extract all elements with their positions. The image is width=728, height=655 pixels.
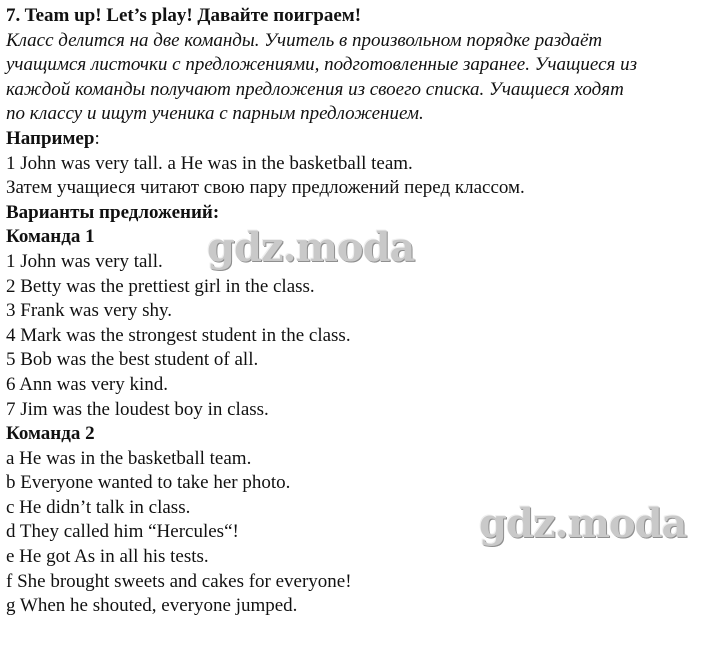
team2-item: c He didn’t talk in class. — [6, 496, 191, 518]
team1-list — [6, 250, 722, 422]
instruction-line: по классу и ищут ученика с парным предложением. — [6, 103, 424, 125]
team2-item: d They called him “Hercules“! — [6, 521, 239, 543]
after-example-text: Затем учащиеся читают свою пару предложений перед классом. — [6, 177, 525, 199]
instructions — [6, 29, 722, 127]
team2-item: e He got As in all his tests. — [6, 546, 209, 568]
team2-item: g When he shouted, everyone jumped. — [6, 595, 298, 617]
team1-item: 2 Betty was the prettiest girl in the class. — [6, 275, 315, 297]
instruction-line: каждой команды получают предложения из своего списка. Учащиеся ходят — [6, 78, 624, 100]
variants-heading: Варианты предложений: — [6, 201, 220, 223]
team1-item: 7 Jim was the loudest boy in class. — [6, 398, 269, 420]
watermark-logo: gdz.moda — [207, 224, 415, 271]
example-heading-line — [6, 127, 722, 152]
example-colon: : — [94, 127, 100, 149]
watermark-logo: gdz.moda — [479, 500, 687, 547]
team1-item: 5 Bob was the best student of all. — [6, 349, 259, 371]
example-heading: Например — [6, 127, 95, 149]
team1-item: 3 Frank was very shy. — [6, 300, 173, 322]
team2-item: f She brought sweets and cakes for everyone! — [6, 570, 352, 592]
team1-item: 1 John was very tall. — [6, 250, 163, 272]
exercise-title: 7. Team up! Let’s play! Давайте поиграем! — [6, 5, 362, 26]
instruction-line: учащимся листочки с предложениями, подготовленные заранее. Учащиеся из — [6, 54, 638, 76]
team1-item: 4 Mark was the strongest student in the class. — [6, 324, 351, 346]
team1-item: 6 Ann was very kind. — [6, 373, 169, 395]
team2-item: a He was in the basketball team. — [6, 447, 252, 469]
instruction-line: Класс делится на две команды. Учитель в произвольном порядке раздаёт — [6, 29, 603, 51]
team2-heading: Команда 2 — [6, 423, 95, 445]
team2-item: b Everyone wanted to take her photo. — [6, 472, 291, 494]
team1-heading: Команда 1 — [6, 226, 95, 248]
example-line: 1 John was very tall. a He was in the basketball team. — [6, 152, 413, 174]
